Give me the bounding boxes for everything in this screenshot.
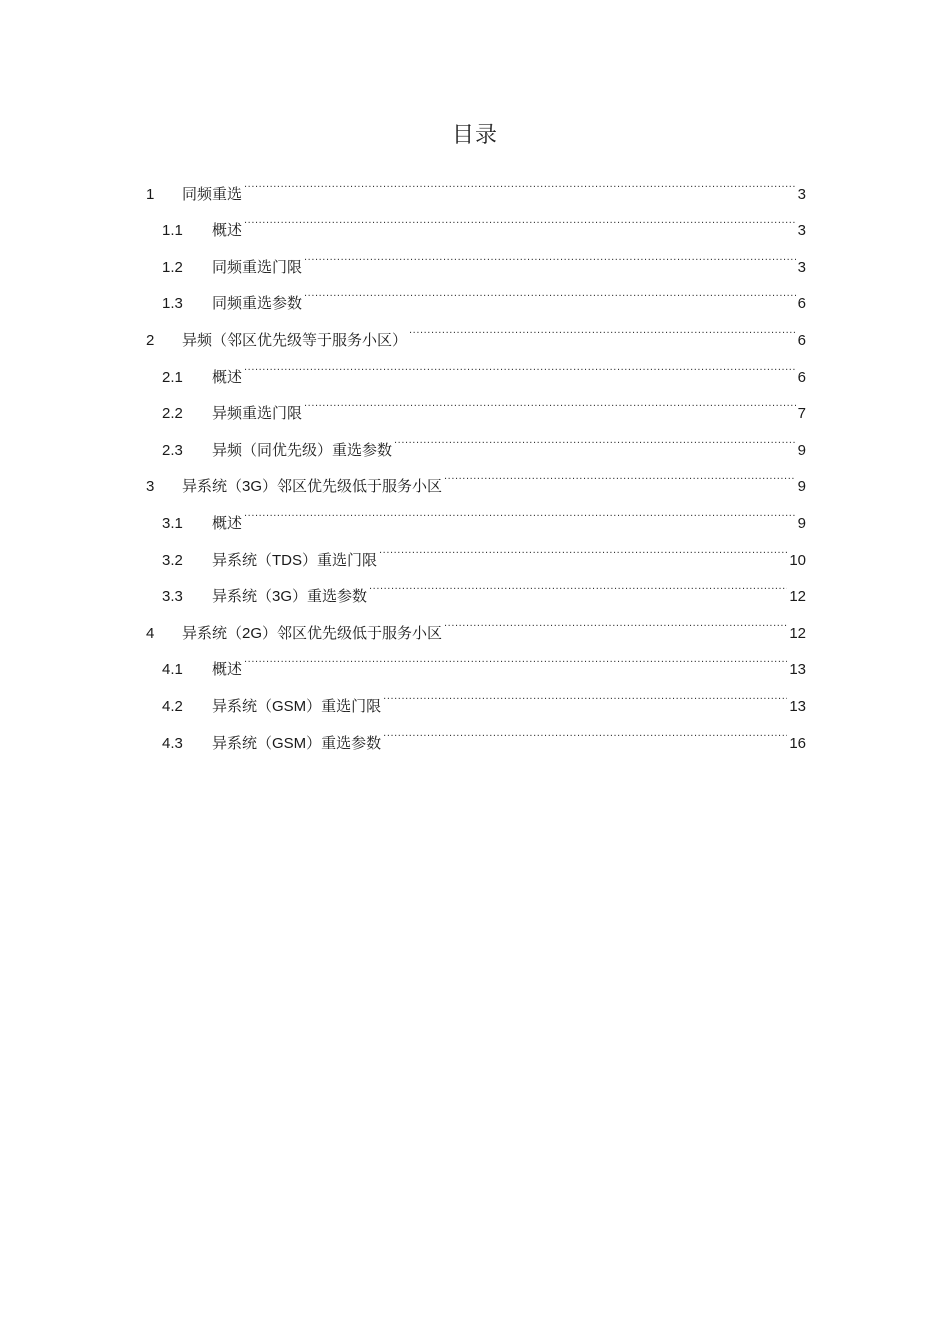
dot-leader (244, 162, 796, 199)
toc-entry-label: 异频重选门限 (212, 405, 303, 423)
toc-entry-label: 异频（同优先级）重选参数 (212, 441, 393, 459)
toc-entry[interactable] (144, 199, 806, 240)
toc-entry-number: 1.2 (162, 258, 183, 276)
toc-entry-number: 2 (146, 331, 155, 349)
toc-entry[interactable] (144, 162, 806, 203)
dot-leader (244, 345, 796, 382)
table-of-contents (144, 162, 806, 752)
toc-entry-page: 13 (789, 661, 806, 679)
toc-entry-number: 3.1 (162, 514, 183, 532)
toc-entry-number: 4.2 (162, 697, 183, 715)
toc-entry-number: 4 (146, 624, 155, 642)
toc-entry-number: 1 (146, 185, 155, 203)
toc-entry-number: 3 (146, 478, 155, 496)
dot-leader (244, 638, 787, 675)
toc-entry-page: 3 (797, 258, 806, 276)
toc-entry-label: 概述 (212, 661, 243, 679)
toc-entry-label: 同频重选门限 (212, 258, 303, 276)
toc-entry-label: 概述 (212, 514, 243, 532)
dot-leader (444, 601, 787, 638)
toc-entry-label: 概述 (212, 222, 243, 240)
dot-leader (379, 528, 787, 565)
toc-entry-label: 概述 (212, 368, 243, 386)
toc-entry-page: 9 (797, 514, 806, 532)
toc-entry[interactable] (144, 674, 806, 715)
dot-leader (394, 418, 796, 455)
toc-entry-label: 异系统（GSM）重选门限 (212, 697, 382, 715)
toc-entry-number: 1.1 (162, 222, 183, 240)
dot-leader (304, 235, 796, 272)
toc-title: 目录 (451, 123, 498, 148)
toc-entry-page: 9 (797, 478, 806, 496)
toc-entry-page: 7 (797, 405, 806, 423)
toc-entry-page: 3 (797, 185, 806, 203)
toc-entry-number: 1.3 (162, 295, 183, 313)
toc-entry-label: 同频重选 (182, 185, 243, 203)
dot-leader (244, 491, 796, 528)
dot-leader (409, 308, 796, 345)
dot-leader (383, 711, 787, 748)
toc-entry-number: 2.2 (162, 405, 183, 423)
toc-entry-page: 12 (789, 588, 806, 606)
toc-entry[interactable] (144, 491, 806, 532)
toc-entry-number: 4.1 (162, 661, 183, 679)
toc-entry-number: 2.3 (162, 441, 183, 459)
toc-entry-page: 6 (797, 368, 806, 386)
toc-entry-label: 异系统（3G）重选参数 (212, 588, 368, 606)
toc-entry-page: 9 (797, 441, 806, 459)
toc-entry[interactable] (144, 382, 806, 423)
toc-entry[interactable] (144, 638, 806, 679)
toc-entry-page: 3 (797, 222, 806, 240)
toc-entry-page: 10 (789, 551, 806, 569)
toc-entry-number: 4.3 (162, 734, 183, 752)
toc-entry-label: 异系统（3G）邻区优先级低于服务小区 (182, 478, 443, 496)
toc-entry-number: 3.3 (162, 588, 183, 606)
toc-entry-label: 异系统（TDS）重选门限 (212, 551, 378, 569)
dot-leader (383, 674, 787, 711)
toc-entry-page: 6 (797, 331, 806, 349)
toc-entry[interactable] (144, 528, 806, 569)
toc-entry-page: 12 (789, 624, 806, 642)
toc-entry-number: 3.2 (162, 551, 183, 569)
dot-leader (444, 455, 796, 492)
toc-entry-label: 异系统（2G）邻区优先级低于服务小区 (182, 624, 443, 642)
toc-entry-page: 13 (789, 697, 806, 715)
toc-entry[interactable] (144, 345, 806, 386)
toc-entry-label: 异频（邻区优先级等于服务小区） (182, 331, 408, 349)
dot-leader (304, 382, 796, 419)
dot-leader (304, 272, 796, 309)
toc-entry[interactable] (144, 235, 806, 276)
toc-entry-page: 16 (789, 734, 806, 752)
toc-entry-page: 6 (797, 295, 806, 313)
toc-entry-number: 2.1 (162, 368, 183, 386)
dot-leader (244, 199, 796, 236)
dot-leader (369, 565, 787, 602)
toc-entry-label: 异系统（GSM）重选参数 (212, 734, 382, 752)
toc-entry-label: 同频重选参数 (212, 295, 303, 313)
